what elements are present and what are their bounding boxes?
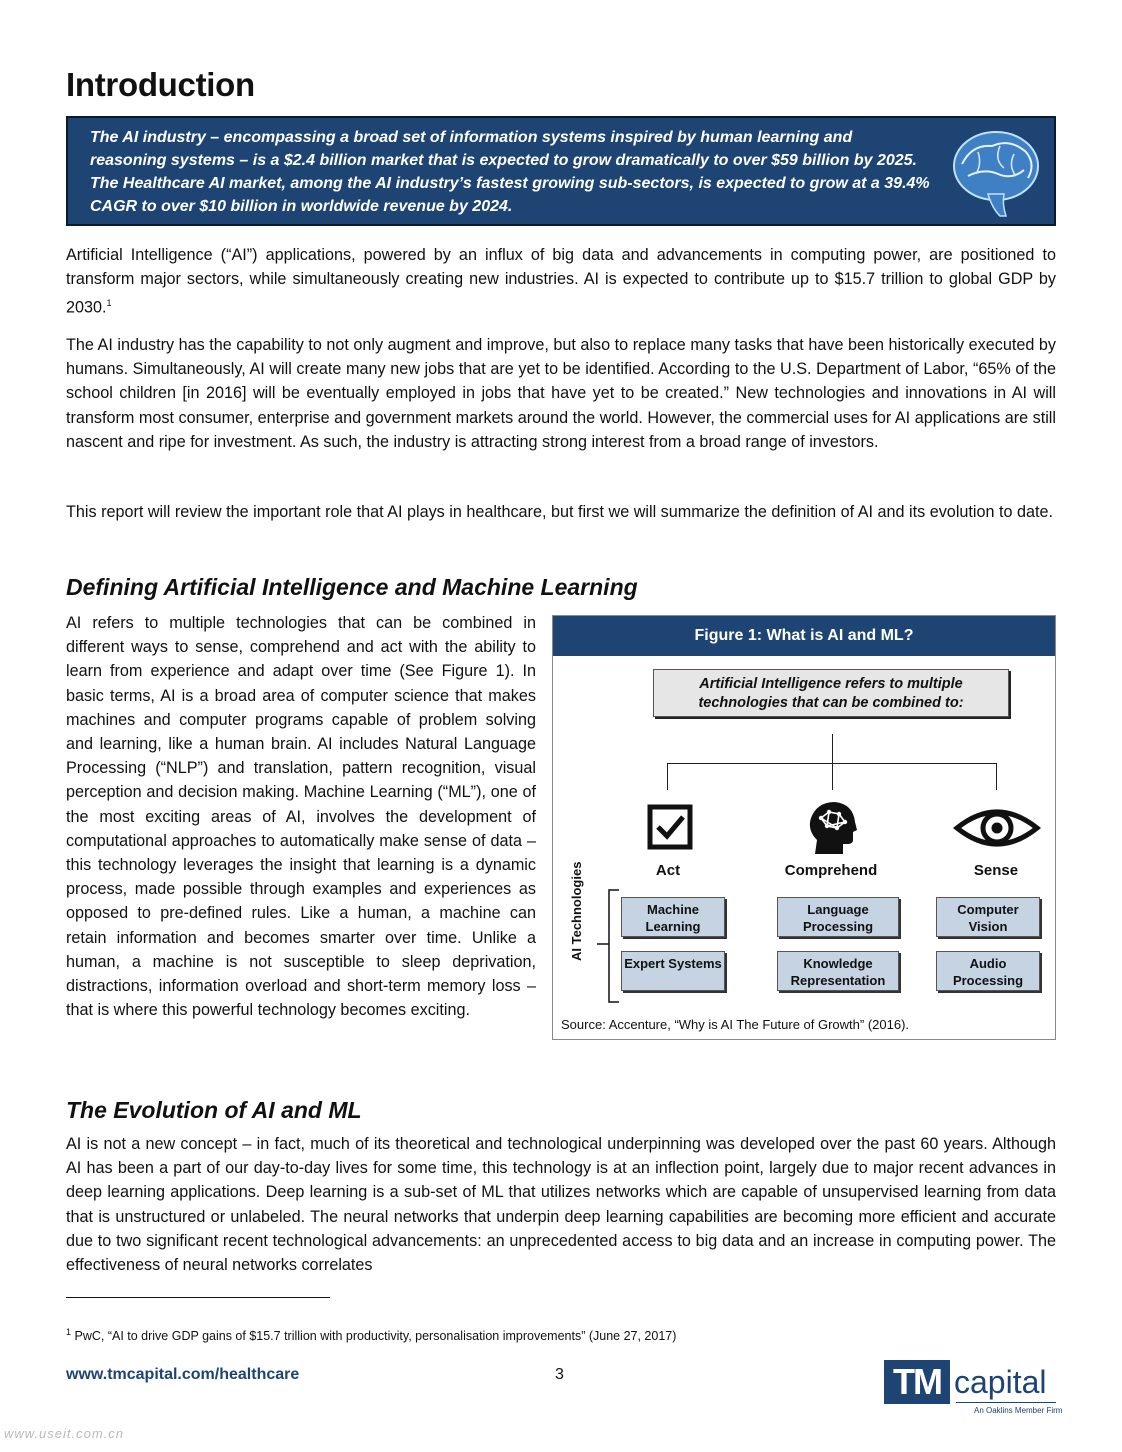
tech-box: Computer Vision (936, 897, 1040, 937)
column-label-comprehend: Comprehend (784, 862, 878, 879)
footnote-divider (66, 1297, 330, 1298)
bracket (593, 888, 623, 1004)
watermark: www.useit.com.cn (4, 1426, 125, 1441)
footnote-ref: 1 (106, 298, 112, 309)
callout-text: The AI industry – encompassing a broad set of information systems inspired by human learning and reasoning systems – is a $2.4 billion market that is expected to grow dramatically to over $59 billion by 2025. The Healthcare AI market, among the AI industry’s fastest growing sub-sectors, is expected to grow at a 39.4% CAGR to over $10 billion in worldwide revenue by 2024. (90, 129, 930, 215)
connector-line (832, 734, 833, 790)
intro-paragraph-3: This report will review the important role that AI plays in healthcare, but first we will summarize the definition of AI and its evolution to date. (66, 503, 1054, 521)
head-brain-icon (805, 800, 859, 856)
figure-title: Figure 1: What is AI and ML? (553, 616, 1055, 656)
figure-source: Source: Accenture, “Why is AI The Future of Growth” (2016). (561, 1017, 910, 1032)
tech-box: Knowledge Representation (777, 951, 899, 991)
page-title: Introduction (66, 66, 255, 103)
defining-paragraph: AI refers to multiple technologies that can be combined in different ways to sense, comprehend and act with the ability to learn from experience and adapt over time (See Figure 1). In basic terms, AI is a broad area of computer science that makes machines and computer programs capable of problem solving and learning, like a human brain. AI includes Natural Language Processing (“NLP”) and translation, pattern recognition, visual perception and decision making. Machine Learning (“ML”), one of the most exciting areas of AI, involves the development of computational approaches to automatically make sense of data – this technology leverages the insight that learning is a dynamic process, made possible through examples and experiences as opposed to pre-defined rules. Like a human, a machine can retain information and becomes smarter over time. Unlike a human, a machine is not susceptible to sleep deprivation, distractions, information overload and short-term memory loss – that is where this powerful technology becomes exciting. (66, 614, 536, 1020)
connector-line (667, 763, 668, 790)
intro-paragraph-1: Artificial Intelligence (“AI”) applications, powered by an influx of big data and advancements in computing power, are positioned to transform major sectors, while simultaneously creating new industries. AI is expected to contribute up to $15.7 trillion to global GDP by 2030.$^1$ (66, 246, 1056, 317)
evolution-paragraph: AI is not a new concept – in fact, much of its theoretical and technological underpinning was developed over the past 60 years. Although AI has been a part of our day-to-day lives for some time, this technology is at an inflection point, largely due to major recent advances in deep learning applications. Deep learning is a sub-set of ML that utilizes networks which are capable of unsupervised learning from data that is unstructured or unlabeled. The neural networks that underpin deep learning capabilities are becoming more efficient and accurate due to two significant recent technological advancements: an unprecedented access to big data and an increase in computing power. The effectiveness of neural networks correlates (66, 1135, 1056, 1275)
logo-wordmark: capital (954, 1364, 1047, 1400)
tech-box: Language Processing (777, 897, 899, 937)
axis-label-ai-technologies: AI Technologies (569, 861, 584, 961)
figure-what-is-ai (552, 615, 1056, 1040)
brain-icon (948, 124, 1044, 222)
tech-box: Audio Processing (936, 951, 1040, 991)
page-number: 3 (555, 1366, 564, 1383)
checkbox-icon (647, 804, 693, 850)
eye-icon (953, 806, 1041, 850)
logo-mark: TM (884, 1360, 950, 1404)
logo-rule (956, 1402, 1056, 1403)
connector-line (996, 763, 997, 790)
intro-paragraph-2: The AI industry has the capability to not only augment and improve, but also to replace many tasks that have been historically executed by humans. Simultaneously, AI will create many new jobs that are yet to be identified. According to the U.S. Department of Labor, “65% of the school children [in 2016] will be eventually employed in jobs that have yet to be created.” New technologies and innovations in AI will transform most consumer, enterprise and government markets around the world. However, the commercial uses for AI applications are still nascent and ripe for investment. As such, the industry is attracting strong interest from a broad range of investors. (66, 336, 1056, 451)
logo-tagline: An Oaklins Member Firm (974, 1406, 1063, 1415)
intro-callout (66, 116, 1056, 226)
column-label-sense: Sense (973, 862, 1019, 879)
footer-link[interactable]: www.tmcapital.com/healthcare (66, 1366, 300, 1383)
evolution-heading: The Evolution of AI and ML (66, 1097, 362, 1123)
defining-heading: Defining Artificial Intelligence and Machine Learning (66, 574, 638, 600)
tm-capital-logo (884, 1358, 1063, 1420)
tech-box: Machine Learning (621, 897, 725, 937)
tech-box: Expert Systems (621, 951, 725, 991)
column-label-act: Act (655, 862, 681, 879)
footnote: $^1$ PwC, “AI to drive GDP gains of $15.7 trillion with productivity, personalisation improvements” (June 27, 2017) (66, 1327, 677, 1344)
connector-line (667, 763, 996, 764)
figure-definition-box: Artificial Intelligence refers to multiple technologies that can be combined to: (653, 669, 1009, 717)
